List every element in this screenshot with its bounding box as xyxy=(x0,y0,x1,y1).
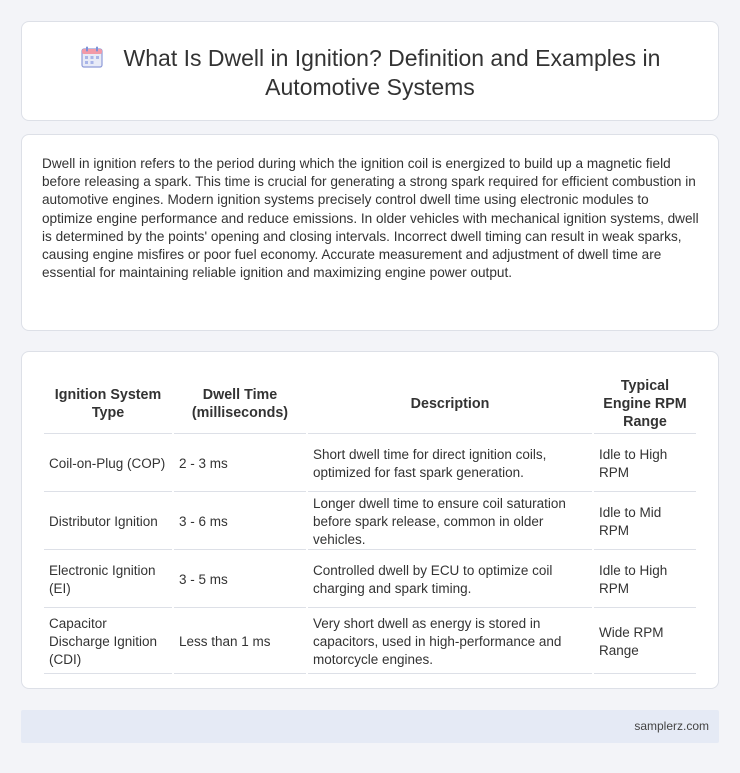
footer-source-link[interactable]: samplerz.com xyxy=(634,719,709,733)
title-card xyxy=(21,21,719,121)
cell-rpm-range: Idle to High RPM xyxy=(594,436,696,492)
cell-dwell-time: 3 - 6 ms xyxy=(174,494,306,550)
column-header-description: Description xyxy=(308,374,592,434)
column-header-rpm-range: Typical Engine RPM Range xyxy=(594,374,696,434)
cell-system-type: Electronic Ignition (EI) xyxy=(44,552,172,608)
table-row xyxy=(44,610,696,674)
footer-bar xyxy=(21,710,719,743)
ignition-table xyxy=(42,372,698,676)
page-title-block xyxy=(22,44,718,102)
cell-description: Longer dwell time to ensure coil saturation before spark release, common in older vehicles. xyxy=(308,494,592,550)
intro-paragraph: Dwell in ignition refers to the period during which the ignition coil is energized to build up a magnetic field before releasing a spark. This time is crucial for generating a strong spark required for efficient combustion in automotive engines. Modern ignition systems precisely control dwell time using electronic modules to optimize engine performance and reduce emissions. In older vehicles with mechanical ignition systems, dwell is determined by the points' opening and closing intervals. Incorrect dwell timing can result in weak sparks, causing engine misfires or poor fuel economy. Accurate measurement and adjustment of dwell time are essential for maintaining reliable ignition and maximizing engine power output. xyxy=(42,156,699,281)
table-row xyxy=(44,552,696,608)
cell-system-type: Distributor Ignition xyxy=(44,494,172,550)
table-card xyxy=(21,351,719,689)
cell-rpm-range: Wide RPM Range xyxy=(594,610,696,674)
cell-dwell-time: Less than 1 ms xyxy=(174,610,306,674)
cell-description: Short dwell time for direct ignition coils, optimized for fast spark generation. xyxy=(308,436,592,492)
cell-rpm-range: Idle to Mid RPM xyxy=(594,494,696,550)
page-title: What Is Dwell in Ignition? Definition and Examples in Automotive Systems xyxy=(123,45,661,100)
cell-rpm-range: Idle to High RPM xyxy=(594,552,696,608)
cell-dwell-time: 2 - 3 ms xyxy=(174,436,306,492)
cell-system-type: Capacitor Discharge Ignition (CDI) xyxy=(44,610,172,674)
cell-dwell-time: 3 - 5 ms xyxy=(174,552,306,608)
cell-description: Controlled dwell by ECU to optimize coil charging and spark timing. xyxy=(308,552,592,608)
table-row xyxy=(44,494,696,550)
table-header-row xyxy=(44,374,696,434)
intro-card xyxy=(21,134,719,331)
column-header-system-type: Ignition System Type xyxy=(44,374,172,434)
cell-system-type: Coil-on-Plug (COP) xyxy=(44,436,172,492)
calendar-icon xyxy=(80,45,104,69)
column-header-dwell-time: Dwell Time (milliseconds) xyxy=(174,374,306,434)
table-row xyxy=(44,436,696,492)
cell-description: Very short dwell as energy is stored in capacitors, used in high-performance and motorcycle engines. xyxy=(308,610,592,674)
